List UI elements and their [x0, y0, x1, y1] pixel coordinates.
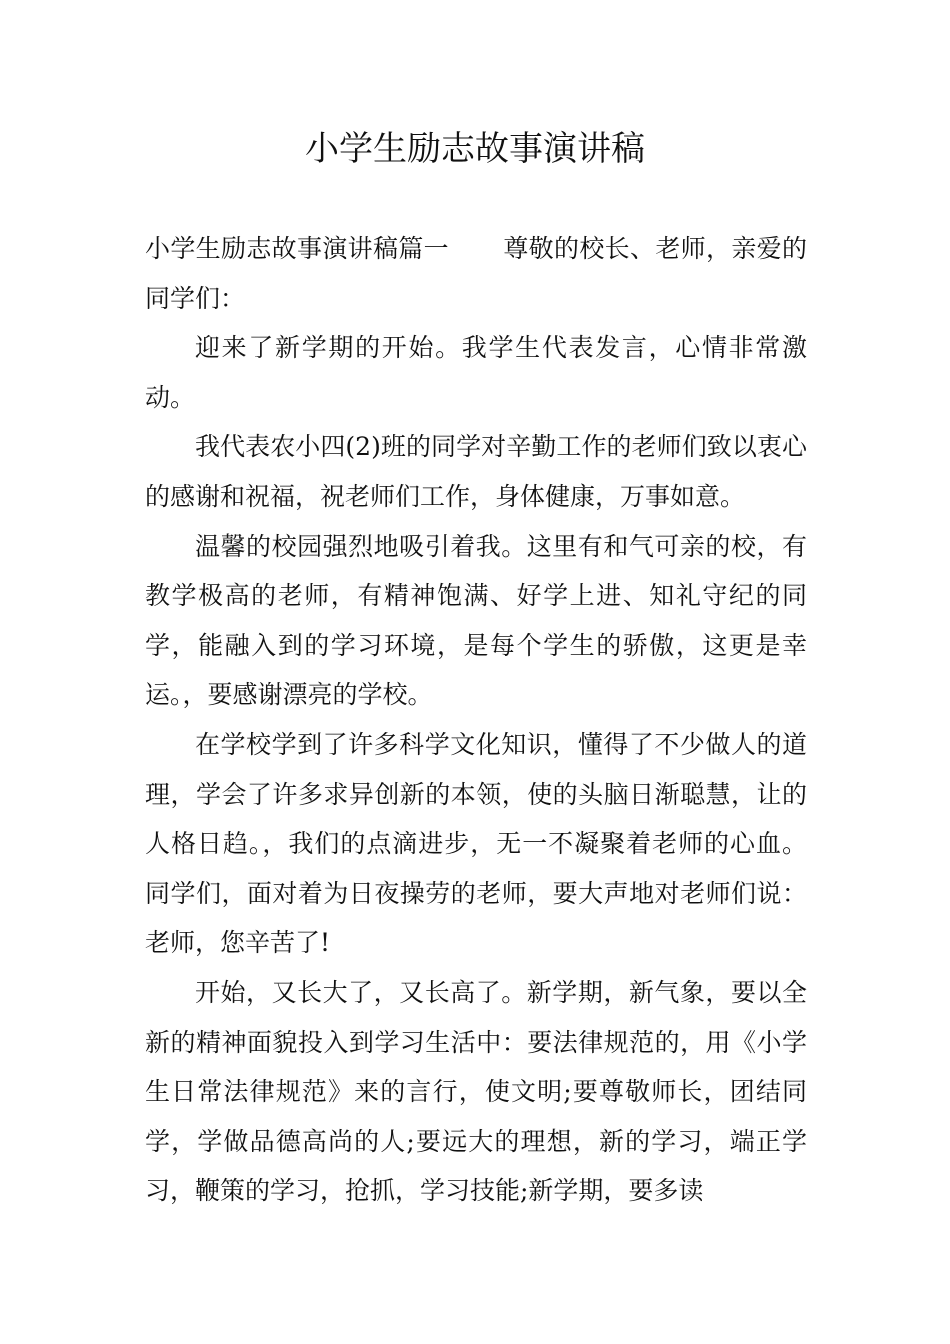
paragraph-5: 开始，又长大了，又长高了。新学期，新气象，要以全新的精神面貌投入到学习生活中：要法律规范的，用《小学生日常法律规范》来的言行，使文明;要尊敬师长，团结同学，学做品德高尚的人;要远大的理想，新的学习，端正学习，鞭策的学习，抢抓，学习技能;新学期，要多读 — [145, 977, 807, 1206]
paragraph-4: 在学校学到了许多科学文化知识，懂得了不少做人的道理，学会了许多求异创新的本领，使的头脑日渐聪慧，让的人格日趋。，我们的点滴进步，无一不凝聚着老师的心血。同学们，面对着为日夜操劳的老师，要大声地对老师们说：老师，您辛苦了! — [145, 729, 807, 958]
document-body — [145, 224, 807, 1216]
section-heading: 小学生励志故事演讲稿篇一 — [145, 234, 449, 263]
document-title: 小学生励志故事演讲稿 — [305, 129, 645, 169]
paragraph-3: 温馨的校园强烈地吸引着我。这里有和气可亲的校，有教学极高的老师，有精神饱满、好学上进、知礼守纪的同学，能融入到的学习环境，是每个学生的骄傲，这更是幸运。，要感谢漂亮的学校。 — [145, 531, 807, 710]
greeting-text: 尊敬的校长、老师，亲爱的同学们： — [145, 234, 807, 313]
paragraph-2: 我代表农小四(2)班的同学对辛勤工作的老师们致以衷心的感谢和祝福，祝老师们工作，身体健康，万事如意。 — [145, 432, 807, 511]
paragraph-1: 迎来了新学期的开始。我学生代表发言，心情非常激动。 — [145, 333, 807, 412]
intro-paragraph — [145, 224, 807, 323]
